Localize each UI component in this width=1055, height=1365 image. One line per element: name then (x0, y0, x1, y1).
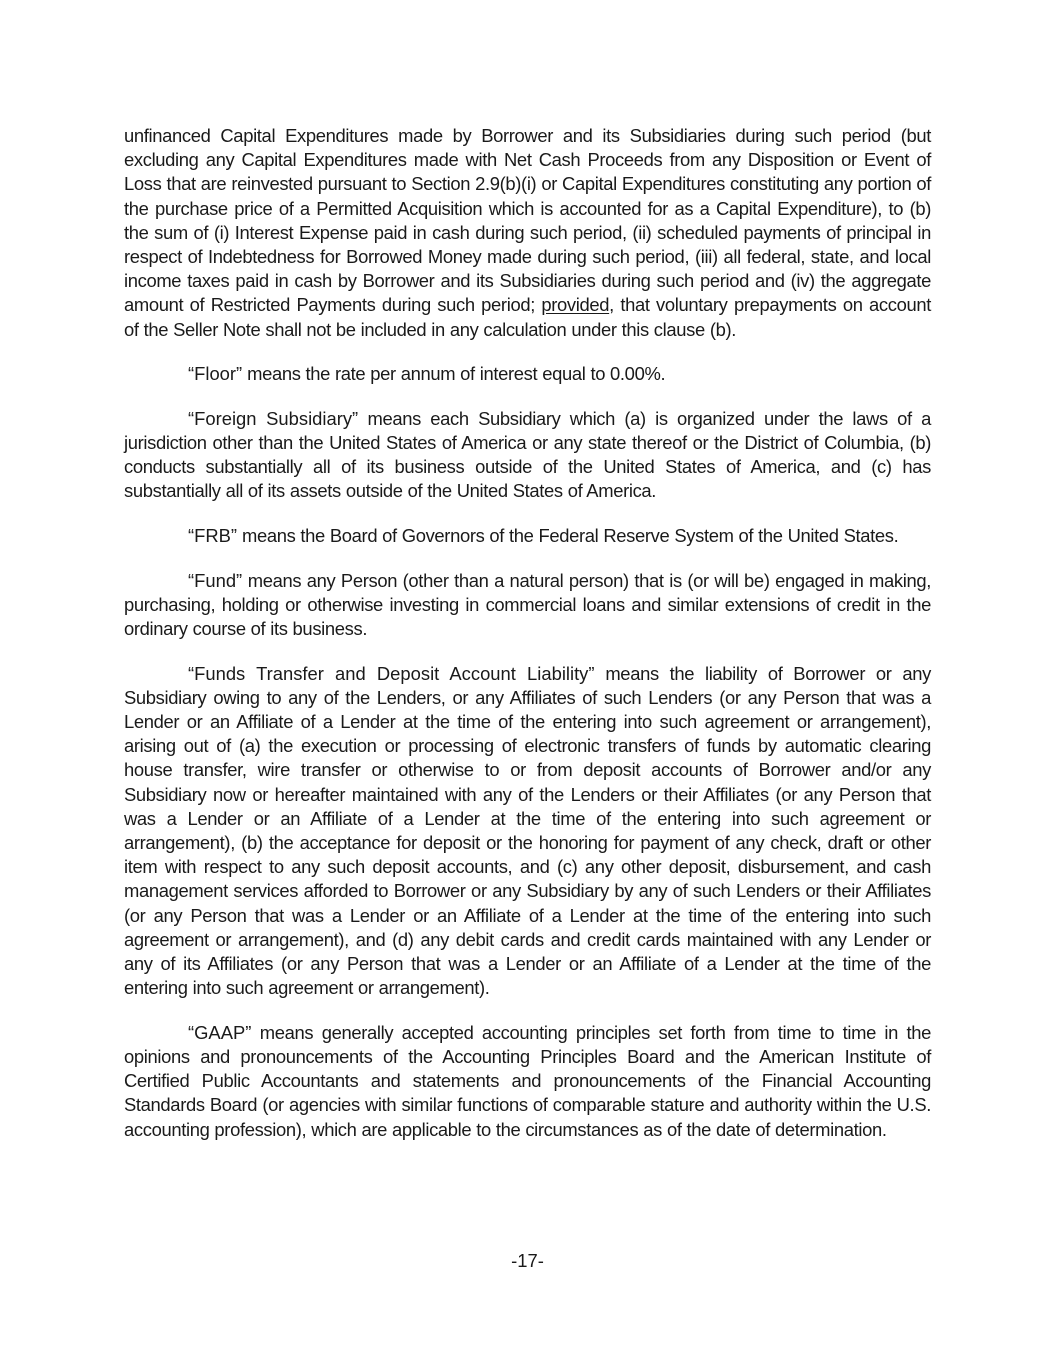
definition-text: means generally accepted accounting principles set forth from time to time in the opinions and pronouncements of the Accounting Principles Board and the American Institute of Certified Public Accountants and statements and pronouncements of the Financial Accounting Standards Board (or agencies with similar functions of comparable stature and authority within the U.S. accounting profession), which are applicable to the circumstances as of the date of determination. (124, 1021, 931, 1140)
definition-text: means the Board of Governors of the Federal Reserve System of the United States. (237, 525, 899, 547)
definition-text: means any Person (other than a natural person) that is (or will be) engaged in making, purchasing, holding or otherwise investing in commercial loans and similar extensions of credit in the ordinary course of its business. (124, 569, 931, 640)
definition-frb (124, 524, 931, 548)
definition-floor (124, 362, 931, 386)
page-number: -17- (511, 1250, 544, 1271)
paragraph-text: , that voluntary prepayments on account of the Seller Note shall not be included in any calculation under this clause (b). (124, 294, 931, 340)
definition-gaap (124, 1021, 931, 1142)
defined-term: “Foreign Subsidiary” (188, 407, 359, 429)
defined-term: “Floor” (188, 363, 243, 385)
definition-funds-transfer (124, 662, 931, 1001)
document-body (124, 124, 931, 1162)
defined-term: “FRB” (188, 525, 238, 547)
underlined-word-provided: provided (541, 294, 610, 316)
defined-term: “Fund” (188, 569, 243, 591)
paragraph-continuation (124, 124, 931, 342)
definition-foreign-subsidiary (124, 407, 931, 504)
definition-fund (124, 569, 931, 642)
definition-text: means the rate per annum of interest equal to 0.00%. (242, 363, 666, 385)
definition-text: means the liability of Borrower or any Subsidiary owing to any of the Lenders, or any Affiliates of such Lenders (or any Person that was a Lender or an Affiliate of a Lender at the time of the entering into such agreement or arrangement), arising out of (a) the execution or processing of electronic transfers of funds by automatic clearing house transfer, wire transfer or otherwise to or from deposit accounts of Borrower and/or any Subsidiary now or hereafter maintained with any of the Lenders or their Affiliates (or any Person that was a Lender or an Affiliate of a Lender at the time of the entering into such agreement or arrangement), (b) the acceptance for deposit or the honoring for payment of any check, draft or other item with respect to any such deposit accounts, and (c) any other deposit, disbursement, and cash management services afforded to Borrower or any Subsidiary by any of such Lenders or their Affiliates (or any Person that was a Lender or an Affiliate of a Lender at the time of the entering into such agreement or arrangement), and (d) any debit cards and credit cards maintained with any Lender or any of its Affiliates (or any Person that was a Lender or an Affiliate of a Lender at the time of the entering into such agreement or arrangement). (124, 662, 931, 999)
definition-text: means each Subsidiary which (a) is organized under the laws of a jurisdiction other than the United States of America or any state thereof or the District of Columbia, (b) conducts substantially all of its business outside of the United States of America, and (c) has substantially all of its assets outside of the United States of America. (124, 407, 931, 502)
defined-term: “GAAP” (188, 1021, 252, 1043)
paragraph-text: unfinanced Capital Expenditures made by Borrower and its Subsidiaries during such period (but excluding any Capital Expenditures made with Net Cash Proceeds from any Disposition or Event of Loss that are reinvested pursuant to Section 2.9(b)(i) or Capital Expenditures constituting any portion of the purchase price of a Permitted Acquisition which is accounted for as a Capital Expenditure), to (b) the sum of (i) Interest Expense paid in cash during such period, (ii) scheduled payments of principal in respect of Indebtedness for Borrowed Money made during such period, (iii) all federal, state, and local income taxes paid in cash by Borrower and its Subsidiaries during such period and (iv) the aggregate amount of Restricted Payments during such period; (124, 125, 931, 316)
defined-term: “Funds Transfer and Deposit Account Liability” (188, 662, 595, 684)
